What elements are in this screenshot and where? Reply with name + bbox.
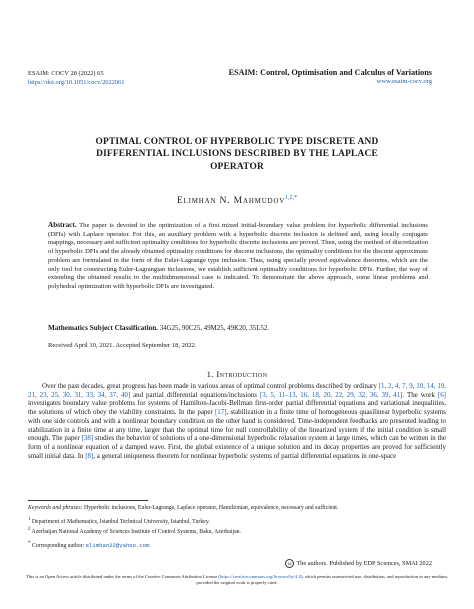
abstract xyxy=(48,221,428,292)
msc-classification xyxy=(48,324,428,332)
citation-link[interactable]: [38] xyxy=(81,434,94,443)
intro-text: Over the past decades, great progress has been made in various areas of optimal control problems described by ordinary xyxy=(42,382,379,390)
intro-text: , a general uniqueness theorem for nonlinear hyperbolic systems of partial differential equations in one-space xyxy=(93,451,397,460)
intro-text: . The work xyxy=(402,390,438,399)
footnotes xyxy=(28,505,446,550)
affiliation-text: Department of Mathematics, Istanbul Technical University, Istanbul, Turkey. xyxy=(30,518,210,525)
intro-text: , stabilization in a finite time of homogeneous quasilinear hyperbolic systems with one side controls and with a nonlinear boundary condition on the other hand is considered. Time-independent feedbacks are presented leading to stabilization in a finite time at any time, larger than the optimal time for null controllability of the linearized system if the initial condition is small enough. The paper xyxy=(28,408,446,443)
msc-label: Mathematics Subject Classification. xyxy=(48,324,158,332)
corresponding-mark: * xyxy=(28,540,31,546)
license-url-link[interactable]: https://creativecommons.org/licenses/by/4.0 xyxy=(219,574,301,579)
abstract-label: Abstract. xyxy=(48,221,77,229)
journal-url-link[interactable]: www.esaim-cocv.org xyxy=(376,78,432,85)
msc-codes: 34G25, 90C25, 49M25, 49K20, 35L52. xyxy=(159,325,270,332)
citation-link[interactable]: [6] xyxy=(437,390,446,399)
author-line xyxy=(0,195,474,206)
intro-text: investigates boundary value problems for systems of Hamilton-Jacobi-Bellman first-order partial differential equations and variational inequalities, the solutions of which obey the viability constraints. In the paper xyxy=(28,399,446,417)
affiliation-1 xyxy=(28,516,446,527)
license-text: This is an Open Access article distributed under the terms of the Creative Commons Attribution License ( xyxy=(26,574,220,579)
intro-paragraph xyxy=(28,382,446,460)
affiliation-mark: 1 xyxy=(28,516,31,522)
affiliation-text: Azerbaijan National Academy of Sciences Institute of Control Systems, Baku, Azerbaijan. xyxy=(30,529,241,536)
affiliation-mark: 2 xyxy=(28,527,31,533)
license-notice xyxy=(20,574,454,586)
citation-link[interactable]: [17] xyxy=(214,408,227,417)
paper-title: OPTIMAL CONTROL OF HYPERBOLIC TYPE DISCRETE AND DIFFERENTIAL INCLUSIONS DESCRIBED BY THE LAPLACE OPERATOR xyxy=(95,137,379,172)
keywords-text: Hyperbolic inclusions, Euler-Lagrange, Laplace operator, Hamiltonian, equivalence, necessary and sufficient. xyxy=(82,505,339,511)
footnote-divider xyxy=(28,500,148,501)
keywords xyxy=(28,505,446,513)
cc-icon: cc xyxy=(285,559,294,568)
corresponding-label: Corresponding author: xyxy=(30,542,86,549)
journal-citation-block xyxy=(28,70,124,87)
citation-link[interactable]: [3, 5, 11–13, 16, 18, 20, 22, 29, 32, 36, 39, 41] xyxy=(259,390,403,399)
author-affiliation-marks[interactable]: 1,2,* xyxy=(285,195,298,201)
section-heading: 1. Introduction xyxy=(206,369,268,379)
citation-link[interactable]: [8] xyxy=(85,451,94,460)
copyright-line xyxy=(285,559,432,568)
affiliation-2 xyxy=(28,526,446,537)
doi-link[interactable]: https://doi.org/10.1051/cocv/2022061 xyxy=(28,78,125,86)
corresponding-author xyxy=(28,540,446,551)
email-link[interactable]: elimhan22@yahoo.com xyxy=(85,541,150,549)
abstract-text: The paper is devoted to the optimization of a first mixed initial-boundary value problem for hyperbolic differential inclusions (DFIs) with Laplace operator. For this, an auxiliary problem with a hyperbolic discrete inclusion is defined and, using locally conjugate mappings, necessary and sufficient optimality conditions for hyperbolic discrete inclusions are proved. Then, using the method of discretization of hyperbolic DFIs and the already obtained optimality conditions for discrete inclusions, the optimality conditions for the discrete approximate problem are formulated in the form of the Euler-Lagrange type inclusion. Thus, using specially proved equivalence theorems, which are the only tool for constructing Euler-Lagrangian inclusions, we establish sufficient optimality conditions for hyperbolic DFIs. Further, the way of extending the obtained results to the multidimensional case is indicated. To demonstrate the above approach, some linear problems and polyhedral optimization with hyperbolic DFIs are investigated. xyxy=(48,222,428,290)
license-text: ), which permits unrestricted use, distribution, and reproduction in any medium, provided the original work is properly cited. xyxy=(196,574,448,586)
citation: ESAIM: COCV 28 (2022) 65 xyxy=(28,70,104,77)
intro-text: studies the behavior of solutions of a one-dimensional hyperbolic relaxation system at large times, which can be written in the form of a nonlinear equation of a damped wave. First, the global existence of a unique solution and its decay properties are proved for sufficiently small initial data. In xyxy=(28,434,446,460)
received-dates: Received April 10, 2021. Accepted September 18, 2022. xyxy=(48,342,197,349)
author-name: Elimhan N. Mahmudov xyxy=(176,195,286,207)
keywords-label: Keywords and phrases: xyxy=(28,505,83,511)
copyright-text: The authors. Published by EDP Sciences, SMAI 2022 xyxy=(296,559,432,567)
journal-header xyxy=(229,68,432,86)
journal-title: ESAIM: Control, Optimisation and Calculus of Variations xyxy=(228,68,432,77)
intro-text: and partial differential equations/inclusions xyxy=(130,390,260,399)
citation-link[interactable]: [1, 2, 4, 7, 9, 10, 14, 19, 21, 23, 25, 30, 31, 33, 34, 37, 40] xyxy=(28,382,446,399)
